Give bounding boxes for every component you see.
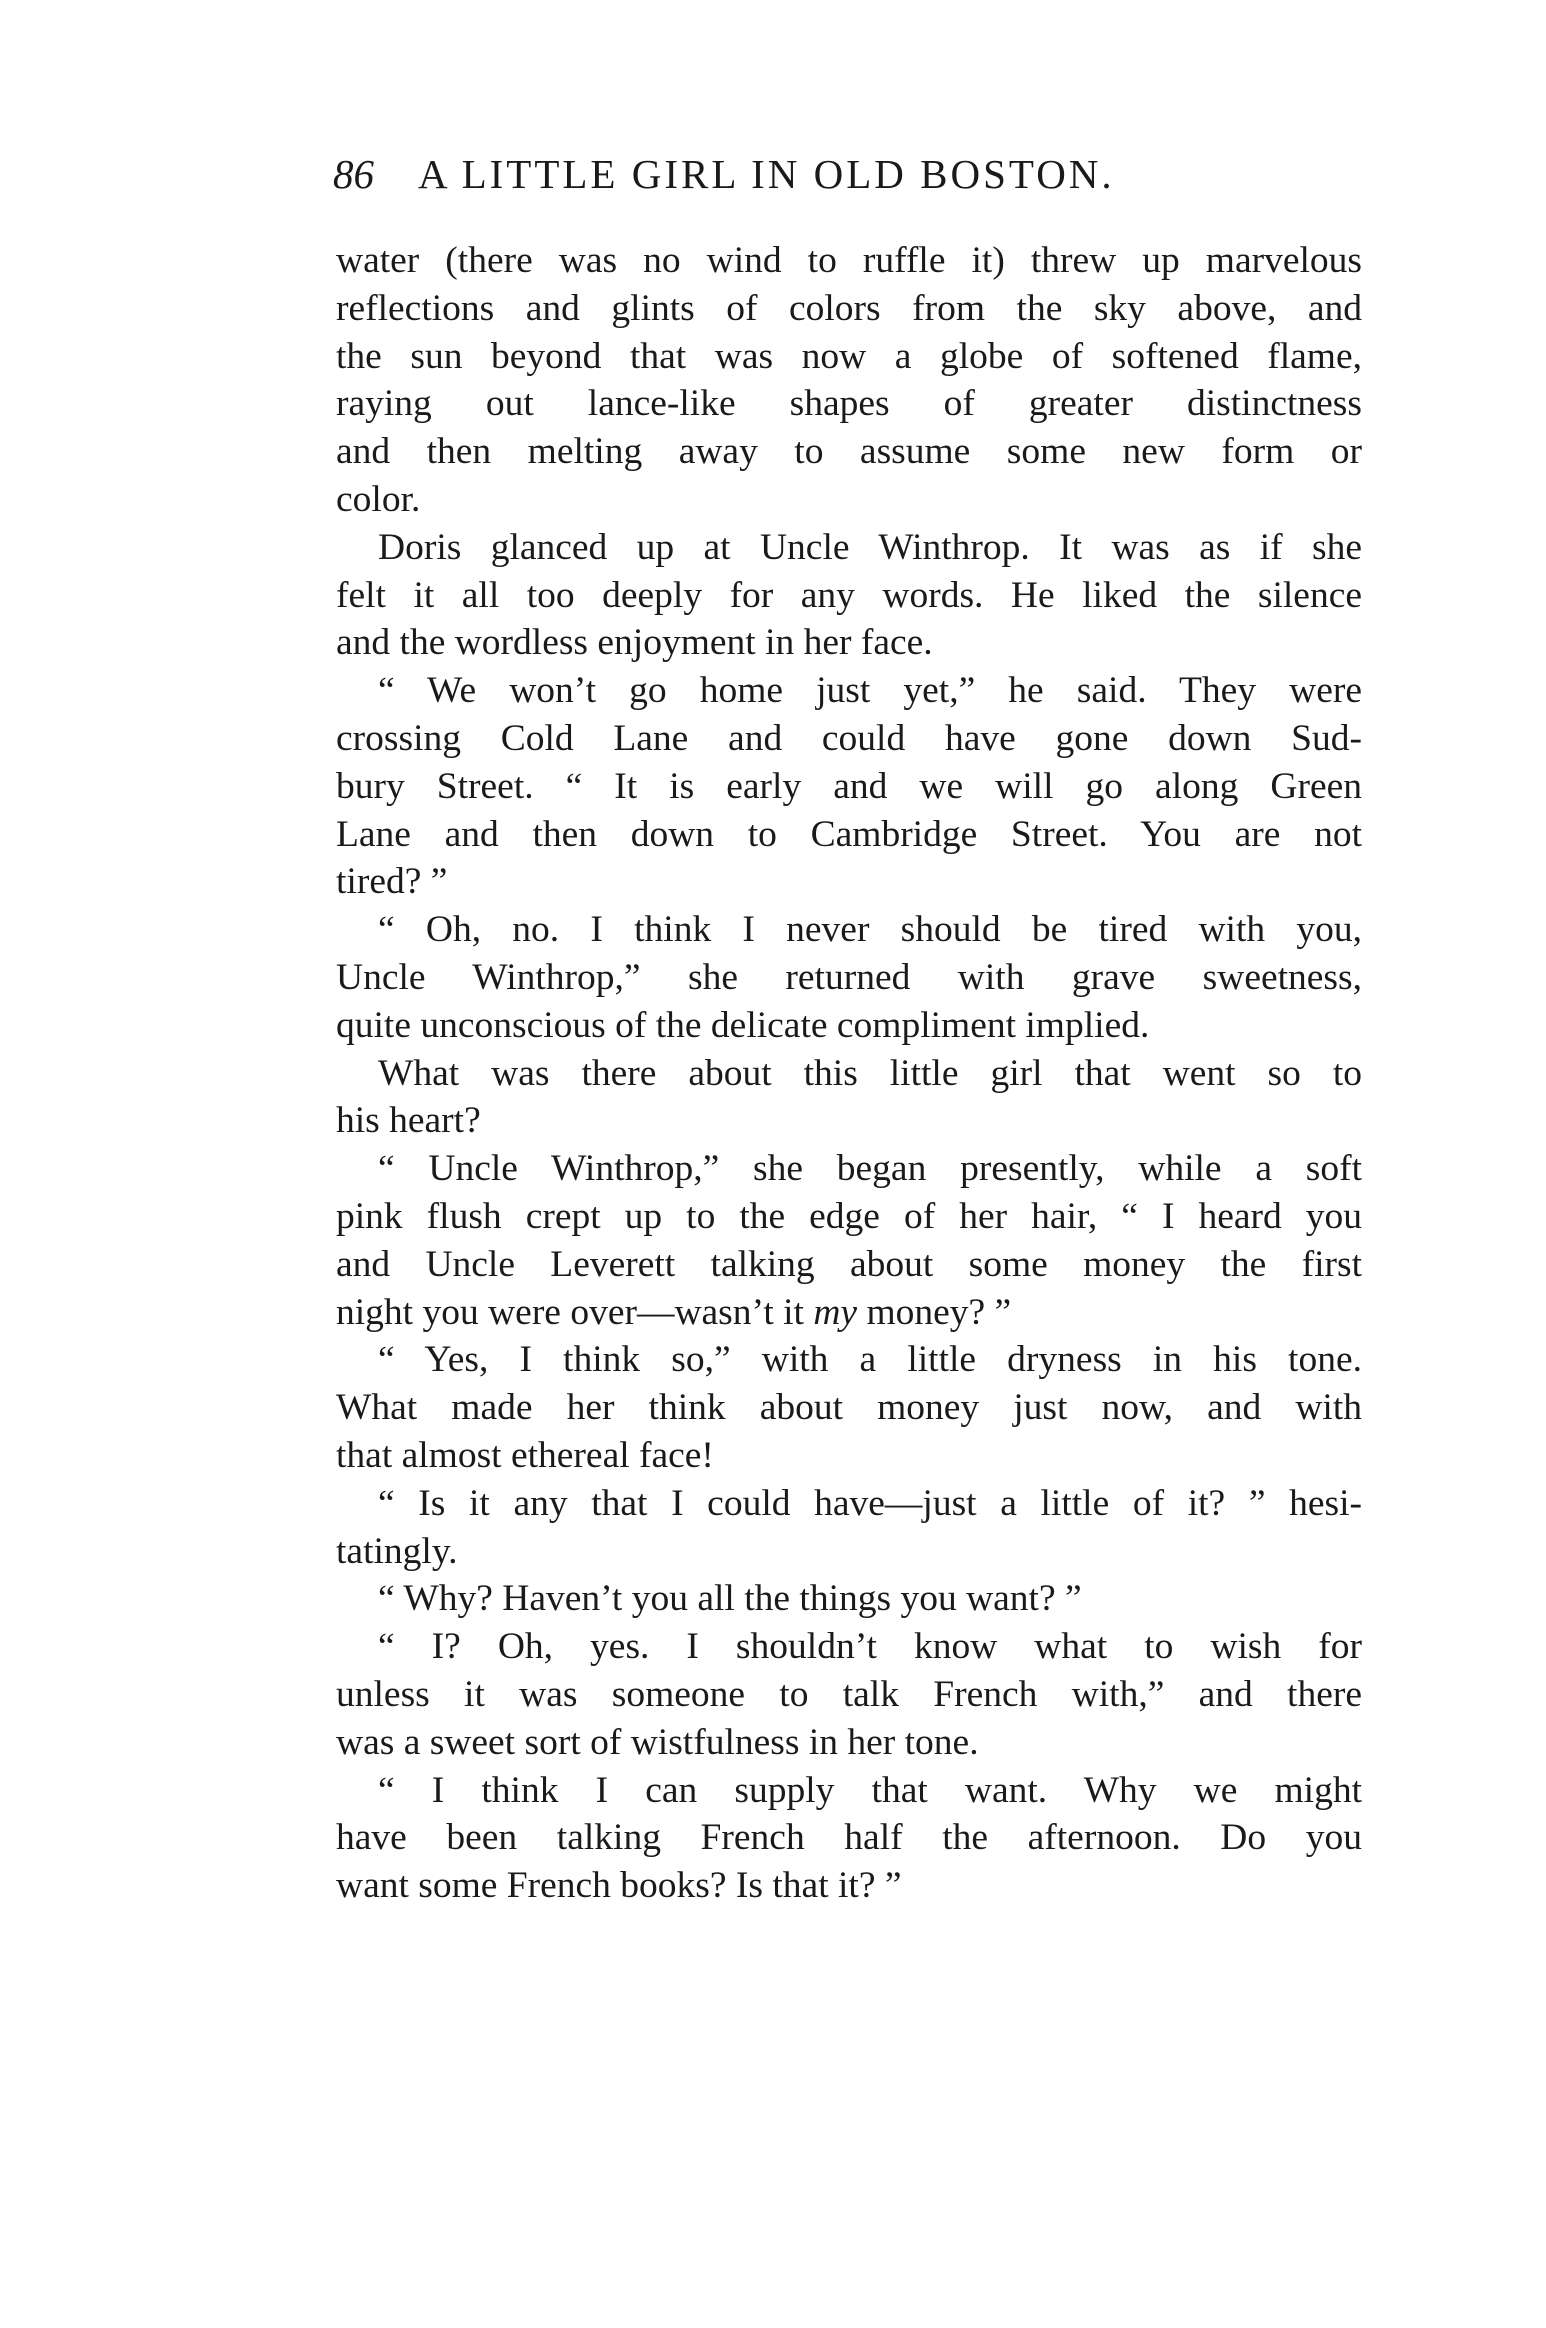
text-line: unless it was someone to talk French with,” and there — [336, 1673, 1362, 1715]
text-line: want some French books? Is that it? ” — [336, 1865, 902, 1907]
text-line: was a sweet sort of wistfulness in her tone. — [336, 1721, 979, 1763]
text-line: What made her think about money just now, and with — [336, 1387, 1362, 1429]
text-line: his heart? — [336, 1100, 481, 1142]
text-line: “ Why? Haven’t you all the things you want? ” — [378, 1578, 1082, 1620]
text-line: that almost ethereal face! — [336, 1434, 714, 1476]
text-line: “ I? Oh, yes. I shouldn’t know what to wish for — [378, 1626, 1362, 1668]
page-number: 86 — [333, 151, 374, 197]
text-line: Uncle Winthrop,” she returned with grave sweetness, — [336, 956, 1362, 998]
text-line: “ I think I can supply that want. Why we might — [378, 1769, 1362, 1811]
text-line: Doris glanced up at Uncle Winthrop. It was as if she — [378, 526, 1362, 568]
body-text — [336, 237, 1362, 1910]
text-line: and then melting away to assume some new form or — [336, 431, 1362, 473]
text-line: What was there about this little girl that went so to — [378, 1052, 1362, 1094]
text-line: Lane and then down to Cambridge Street. You are not — [336, 813, 1362, 855]
running-title: A LITTLE GIRL IN OLD BOSTON. — [418, 151, 1115, 197]
text-line: tatingly. — [336, 1530, 458, 1572]
text-line: have been talking French half the afternoon. Do you — [336, 1817, 1362, 1859]
text-line: crossing Cold Lane and could have gone down Sud- — [336, 717, 1362, 759]
text-line: felt it all too deeply for any words. He liked the silence — [336, 574, 1362, 616]
text-line: raying out lance-like shapes of greater distinctness — [336, 383, 1362, 425]
text-line: water (there was no wind to ruffle it) threw up marvelous — [336, 240, 1362, 281]
text-line: tired? ” — [336, 861, 448, 903]
text-line: color. — [336, 478, 421, 520]
text-line: “ Is it any that I could have—just a little of it? ” hesi- — [378, 1482, 1362, 1524]
text-line: “ We won’t go home just yet,” he said. They were — [378, 670, 1362, 712]
text-line: pink flush crept up to the edge of her hair, “ I heard you — [336, 1195, 1362, 1237]
text-line: reflections and glints of colors from the sky above, and — [336, 287, 1362, 329]
running-header — [333, 150, 1253, 210]
text-line: night you were over—wasn’t it my money? ” — [336, 1291, 1012, 1333]
text-line: “ Oh, no. I think I never should be tired with you, — [378, 909, 1362, 951]
text-line: and the wordless enjoyment in her face. — [336, 622, 933, 664]
text-line: quite unconscious of the delicate compliment implied. — [336, 1004, 1150, 1046]
text-line: bury Street. “ It is early and we will go along Green — [336, 765, 1362, 807]
text-line: the sun beyond that was now a globe of softened flame, — [336, 335, 1362, 377]
text-line: and Uncle Leverett talking about some money the first — [336, 1243, 1362, 1285]
text-line: “ Yes, I think so,” with a little dryness in his tone. — [378, 1339, 1362, 1381]
text-line: “ Uncle Winthrop,” she began presently, while a soft — [378, 1148, 1362, 1190]
